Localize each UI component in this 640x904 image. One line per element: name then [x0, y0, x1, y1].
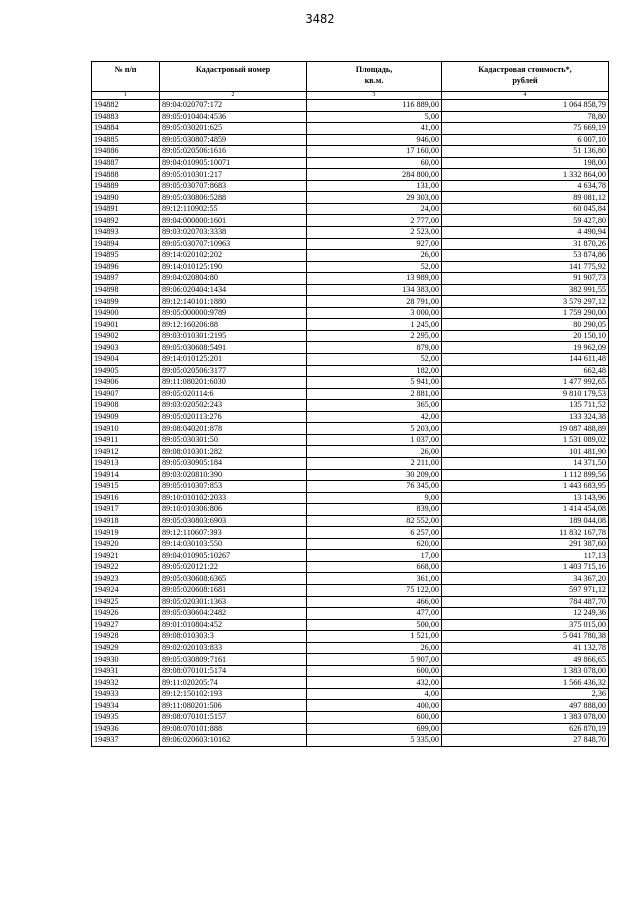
area-cell: 116 889,00 [307, 100, 442, 112]
area-cell: 26,00 [307, 250, 442, 262]
table-row [92, 365, 609, 377]
area-cell: 839,00 [307, 504, 442, 516]
area-cell: 400,00 [307, 700, 442, 712]
row-number-cell: 194896 [92, 261, 160, 273]
table-body [92, 100, 609, 747]
row-number-cell: 194928 [92, 631, 160, 643]
table-row [92, 261, 609, 273]
cadastral-number-cell: 89:06:020603:10162 [160, 735, 307, 747]
area-cell: 41,00 [307, 123, 442, 135]
cadastral-value-cell: 20 150,10 [442, 330, 609, 342]
row-number-cell: 194924 [92, 584, 160, 596]
cadastral-value-cell: 497 888,00 [442, 700, 609, 712]
cadastral-number-cell: 89:05:030604:2482 [160, 608, 307, 620]
area-cell: 134 383,00 [307, 284, 442, 296]
area-cell: 365,00 [307, 400, 442, 412]
table-row [92, 481, 609, 493]
cadastral-value-cell: 1 477 992,65 [442, 377, 609, 389]
table-row [92, 550, 609, 562]
row-number-cell: 194933 [92, 688, 160, 700]
area-cell: 879,00 [307, 342, 442, 354]
area-cell: 500,00 [307, 619, 442, 631]
cadastral-value-cell: 2,36 [442, 688, 609, 700]
area-cell: 5 335,00 [307, 735, 442, 747]
cadastral-value-cell: 91 907,73 [442, 273, 609, 285]
row-number-cell: 194895 [92, 250, 160, 262]
table-row [92, 492, 609, 504]
table-row [92, 711, 609, 723]
row-number-cell: 194899 [92, 296, 160, 308]
table-row [92, 123, 609, 135]
table-header [92, 62, 609, 100]
row-number-cell: 194935 [92, 711, 160, 723]
cadastral-number-cell: 89:05:030803:6903 [160, 515, 307, 527]
cadastral-value-cell: 80 290,05 [442, 319, 609, 331]
cadastral-value-cell: 14 371,50 [442, 457, 609, 469]
cadastral-value-cell: 101 481,90 [442, 446, 609, 458]
area-cell: 668,00 [307, 561, 442, 573]
cadastral-value-cell: 1 332 864,00 [442, 169, 609, 181]
cadastral-value-cell: 1 064 858,79 [442, 100, 609, 112]
table-row [92, 561, 609, 573]
cadastral-number-cell: 89:08:040201:878 [160, 423, 307, 435]
row-number-cell: 194892 [92, 215, 160, 227]
area-cell: 6 257,00 [307, 527, 442, 539]
area-cell: 620,00 [307, 538, 442, 550]
row-number-cell: 194894 [92, 238, 160, 250]
cadastral-value-cell: 662,48 [442, 365, 609, 377]
table-row [92, 423, 609, 435]
cadastral-number-cell: 89:05:030707:10963 [160, 238, 307, 250]
row-number-cell: 194913 [92, 457, 160, 469]
cadastral-number-cell: 89:02:020103:833 [160, 642, 307, 654]
cadastral-number-cell: 89:04:000000:1601 [160, 215, 307, 227]
row-number-cell: 194893 [92, 227, 160, 239]
table-row [92, 596, 609, 608]
cadastral-value-cell: 89 081,12 [442, 192, 609, 204]
table-row [92, 400, 609, 412]
cadastral-value-cell: 375 015,00 [442, 619, 609, 631]
area-cell: 466,00 [307, 596, 442, 608]
cadastral-number-cell: 89:05:030608:5491 [160, 342, 307, 354]
cadastral-number-cell: 89:14:020102:202 [160, 250, 307, 262]
area-cell: 927,00 [307, 238, 442, 250]
table-row [92, 273, 609, 285]
area-cell: 28 791,00 [307, 296, 442, 308]
table-row [92, 642, 609, 654]
cadastral-value-cell: 1 759 290,00 [442, 307, 609, 319]
cadastral-number-cell: 89:12:110607:393 [160, 527, 307, 539]
cadastral-number-cell: 89:08:070101:888 [160, 723, 307, 735]
table-row [92, 538, 609, 550]
table-row [92, 457, 609, 469]
area-cell: 432,00 [307, 677, 442, 689]
table-row [92, 665, 609, 677]
area-cell: 131,00 [307, 180, 442, 192]
row-number-cell: 194901 [92, 319, 160, 331]
row-number-cell: 194915 [92, 481, 160, 493]
area-cell: 42,00 [307, 411, 442, 423]
cadastral-number-cell: 89:10:010102:2033 [160, 492, 307, 504]
cadastral-number-cell: 89:05:020113:276 [160, 411, 307, 423]
row-number-cell: 194888 [92, 169, 160, 181]
area-cell: 600,00 [307, 665, 442, 677]
cadastral-value-cell: 51 136,80 [442, 146, 609, 158]
row-number-cell: 194897 [92, 273, 160, 285]
row-number-cell: 194910 [92, 423, 160, 435]
area-cell: 1 245,00 [307, 319, 442, 331]
table-row [92, 169, 609, 181]
cadastral-number-cell: 89:14:030103:550 [160, 538, 307, 550]
table-row [92, 688, 609, 700]
area-cell: 2 523,00 [307, 227, 442, 239]
row-number-cell: 194898 [92, 284, 160, 296]
cadastral-number-cell: 89:08:010301:282 [160, 446, 307, 458]
cadastral-number-cell: 89:03:020810:390 [160, 469, 307, 481]
row-number-cell: 194914 [92, 469, 160, 481]
cadastral-value-cell: 1 112 899,56 [442, 469, 609, 481]
row-number-cell: 194930 [92, 654, 160, 666]
cadastral-value-cell: 11 832 167,78 [442, 527, 609, 539]
area-cell: 5 203,00 [307, 423, 442, 435]
area-cell: 600,00 [307, 711, 442, 723]
cadastral-value-cell: 12 249,36 [442, 608, 609, 620]
cadastral-value-cell: 133 324,38 [442, 411, 609, 423]
cadastral-value-cell: 382 991,55 [442, 284, 609, 296]
column-number-1: 1 [92, 92, 160, 100]
cadastral-number-cell: 89:05:030809:7161 [160, 654, 307, 666]
row-number-cell: 194908 [92, 400, 160, 412]
area-cell: 26,00 [307, 446, 442, 458]
cadastral-number-cell: 89:14:010125:190 [160, 261, 307, 273]
row-number-cell: 194889 [92, 180, 160, 192]
area-cell: 946,00 [307, 134, 442, 146]
table-row [92, 227, 609, 239]
cadastral-number-cell: 89:05:030608:6365 [160, 573, 307, 585]
area-cell: 3 000,00 [307, 307, 442, 319]
row-number-cell: 194906 [92, 377, 160, 389]
header-cadastral-value-label: Кадастровая стоимость*, рублей [478, 65, 572, 85]
row-number-cell: 194926 [92, 608, 160, 620]
row-number-cell: 194907 [92, 388, 160, 400]
cadastral-value-cell: 4 490,94 [442, 227, 609, 239]
cadastral-number-cell: 89:05:010301:217 [160, 169, 307, 181]
cadastral-number-cell: 89:12:140101:1880 [160, 296, 307, 308]
table-row [92, 677, 609, 689]
column-number-4: 4 [442, 92, 609, 100]
cadastral-value-cell: 1 403 715,16 [442, 561, 609, 573]
column-number-3: 3 [307, 92, 442, 100]
row-number-cell: 194900 [92, 307, 160, 319]
area-cell: 182,00 [307, 365, 442, 377]
area-cell: 361,00 [307, 573, 442, 585]
cadastral-number-cell: 89:05:020608:1681 [160, 584, 307, 596]
cadastral-value-cell: 31 870,26 [442, 238, 609, 250]
table-row [92, 111, 609, 123]
cadastral-number-cell: 89:05:020121:22 [160, 561, 307, 573]
row-number-cell: 194919 [92, 527, 160, 539]
cadastral-value-cell: 59 427,80 [442, 215, 609, 227]
cadastral-value-cell: 144 611,48 [442, 354, 609, 366]
table-row [92, 296, 609, 308]
cadastral-value-cell: 9 810 179,53 [442, 388, 609, 400]
cadastral-number-cell: 89:11:020205:74 [160, 677, 307, 689]
area-cell: 5 941,00 [307, 377, 442, 389]
header-cadastral-number: Кадастровый номер [160, 62, 307, 92]
table-row [92, 203, 609, 215]
cadastral-number-cell: 89:05:010404:4536 [160, 111, 307, 123]
table-row [92, 735, 609, 747]
table-row [92, 342, 609, 354]
row-number-cell: 194917 [92, 504, 160, 516]
row-number-cell: 194903 [92, 342, 160, 354]
cadastral-value-cell: 198,00 [442, 157, 609, 169]
area-cell: 24,00 [307, 203, 442, 215]
cadastral-number-cell: 89:05:020301:1363 [160, 596, 307, 608]
cadastral-number-cell: 89:05:030806:5288 [160, 192, 307, 204]
cadastral-value-cell: 53 874,86 [442, 250, 609, 262]
table-row [92, 504, 609, 516]
cadastral-value-cell: 41 132,78 [442, 642, 609, 654]
cadastral-number-cell: 89:03:020502:243 [160, 400, 307, 412]
cadastral-value-cell: 1 383 078,00 [442, 665, 609, 677]
area-cell: 5 907,00 [307, 654, 442, 666]
cadastral-number-cell: 89:05:000000:9789 [160, 307, 307, 319]
row-number-cell: 194927 [92, 619, 160, 631]
cadastral-number-cell: 89:05:030201:625 [160, 123, 307, 135]
table-row [92, 215, 609, 227]
cadastral-value-cell: 141 775,92 [442, 261, 609, 273]
table-row [92, 307, 609, 319]
cadastral-number-cell: 89:05:030905:184 [160, 457, 307, 469]
area-cell: 2 777,00 [307, 215, 442, 227]
cadastral-number-cell: 89:08:070101:5157 [160, 711, 307, 723]
table-row [92, 180, 609, 192]
area-cell: 75 122,00 [307, 584, 442, 596]
cadastral-value-cell: 5 041 780,38 [442, 631, 609, 643]
header-area-label: Площадь, кв.м. [355, 65, 393, 85]
row-number-cell: 194911 [92, 434, 160, 446]
cadastral-number-cell: 89:11:080201:506 [160, 700, 307, 712]
table-row [92, 388, 609, 400]
table-row [92, 608, 609, 620]
row-number-cell: 194922 [92, 561, 160, 573]
table-row [92, 238, 609, 250]
table-row [92, 446, 609, 458]
row-number-cell: 194929 [92, 642, 160, 654]
cadastral-value-cell: 27 848,70 [442, 735, 609, 747]
cadastral-number-cell: 89:10:010306:806 [160, 504, 307, 516]
area-cell: 9,00 [307, 492, 442, 504]
row-number-cell: 194886 [92, 146, 160, 158]
cadastral-number-cell: 89:12:110902:55 [160, 203, 307, 215]
table-row [92, 157, 609, 169]
cadastral-value-cell: 1 566 436,32 [442, 677, 609, 689]
table-row [92, 146, 609, 158]
area-cell: 2 295,00 [307, 330, 442, 342]
column-number-row [92, 92, 609, 100]
header-row-number: № п/п [92, 62, 160, 92]
cadastral-value-cell: 49 866,65 [442, 654, 609, 666]
cadastral-number-cell: 89:04:010905:10071 [160, 157, 307, 169]
cadastral-value-cell: 4 634,78 [442, 180, 609, 192]
area-cell: 26,00 [307, 642, 442, 654]
cadastral-value-cell: 19 087 488,89 [442, 423, 609, 435]
table-row [92, 319, 609, 331]
row-number-cell: 194925 [92, 596, 160, 608]
row-number-cell: 194904 [92, 354, 160, 366]
cadastral-number-cell: 89:11:080201:6030 [160, 377, 307, 389]
header-row [92, 62, 609, 92]
area-cell: 1 521,00 [307, 631, 442, 643]
table-row [92, 700, 609, 712]
table-row [92, 330, 609, 342]
row-number-cell: 194936 [92, 723, 160, 735]
table-row [92, 354, 609, 366]
cadastral-number-cell: 89:08:010303:3 [160, 631, 307, 643]
cadastral-number-cell: 89:05:030707:8683 [160, 180, 307, 192]
cadastral-number-cell: 89:05:010307:853 [160, 481, 307, 493]
cadastral-number-cell: 89:14:010125:201 [160, 354, 307, 366]
cadastral-number-cell: 89:12:160206:88 [160, 319, 307, 331]
area-cell: 699,00 [307, 723, 442, 735]
cadastral-value-cell: 78,80 [442, 111, 609, 123]
cadastral-number-cell: 89:05:030807:4859 [160, 134, 307, 146]
row-number-cell: 194882 [92, 100, 160, 112]
row-number-cell: 194905 [92, 365, 160, 377]
row-number-cell: 194887 [92, 157, 160, 169]
cadastral-number-cell: 89:03:020703:3338 [160, 227, 307, 239]
cadastral-number-cell: 89:04:010905:10267 [160, 550, 307, 562]
cadastral-number-cell: 89:05:020506:1616 [160, 146, 307, 158]
cadastral-value-cell: 626 870,19 [442, 723, 609, 735]
table-row [92, 284, 609, 296]
cadastral-value-cell: 60 045,84 [442, 203, 609, 215]
area-cell: 284 800,00 [307, 169, 442, 181]
table-row [92, 515, 609, 527]
area-cell: 17 160,00 [307, 146, 442, 158]
cadastral-value-cell: 1 443 683,95 [442, 481, 609, 493]
cadastral-value-cell: 597 971,12 [442, 584, 609, 596]
cadastral-value-cell: 1 531 089,02 [442, 434, 609, 446]
row-number-cell: 194931 [92, 665, 160, 677]
row-number-cell: 194883 [92, 111, 160, 123]
table-row [92, 584, 609, 596]
cadastral-number-cell: 89:06:020404:1434 [160, 284, 307, 296]
table-row [92, 100, 609, 112]
cadastral-value-cell: 6 007,10 [442, 134, 609, 146]
cadastral-value-cell: 75 669,19 [442, 123, 609, 135]
cadastral-value-cell: 3 579 297,12 [442, 296, 609, 308]
area-cell: 52,00 [307, 354, 442, 366]
area-cell: 17,00 [307, 550, 442, 562]
row-number-cell: 194890 [92, 192, 160, 204]
table-row [92, 469, 609, 481]
row-number-cell: 194921 [92, 550, 160, 562]
row-number-cell: 194932 [92, 677, 160, 689]
cadastral-number-cell: 89:05:020114:6 [160, 388, 307, 400]
cadastral-value-cell: 34 367,20 [442, 573, 609, 585]
header-area [307, 62, 442, 92]
area-cell: 1 037,00 [307, 434, 442, 446]
row-number-cell: 194916 [92, 492, 160, 504]
cadastral-value-cell: 1 383 078,00 [442, 711, 609, 723]
table-row [92, 411, 609, 423]
row-number-cell: 194884 [92, 123, 160, 135]
cadastral-value-cell: 291 387,60 [442, 538, 609, 550]
table-row [92, 619, 609, 631]
row-number-cell: 194909 [92, 411, 160, 423]
cadastral-value-cell: 135 711,52 [442, 400, 609, 412]
cadastral-number-cell: 89:12:150102:193 [160, 688, 307, 700]
row-number-cell: 194885 [92, 134, 160, 146]
area-cell: 2 881,00 [307, 388, 442, 400]
cadastre-table [91, 61, 609, 747]
area-cell: 4,00 [307, 688, 442, 700]
area-cell: 82 552,00 [307, 515, 442, 527]
row-number-cell: 194902 [92, 330, 160, 342]
area-cell: 52,00 [307, 261, 442, 273]
table-row [92, 573, 609, 585]
area-cell: 30 209,00 [307, 469, 442, 481]
table-row [92, 527, 609, 539]
table-row [92, 631, 609, 643]
row-number-cell: 194920 [92, 538, 160, 550]
header-cadastral-value [442, 62, 609, 92]
table-row [92, 723, 609, 735]
cadastral-value-cell: 1 414 454,08 [442, 504, 609, 516]
row-number-cell: 194912 [92, 446, 160, 458]
cadastral-value-cell: 117,13 [442, 550, 609, 562]
cadastral-number-cell: 89:08:070101:5174 [160, 665, 307, 677]
cadastral-number-cell: 89:05:030301:50 [160, 434, 307, 446]
area-cell: 29 303,00 [307, 192, 442, 204]
cadastral-number-cell: 89:03:010301:2195 [160, 330, 307, 342]
cadastral-number-cell: 89:04:020707:172 [160, 100, 307, 112]
table-row [92, 134, 609, 146]
area-cell: 5,00 [307, 111, 442, 123]
area-cell: 13 989,00 [307, 273, 442, 285]
cadastral-number-cell: 89:01:010804:452 [160, 619, 307, 631]
area-cell: 60,00 [307, 157, 442, 169]
cadastral-number-cell: 89:05:020506:3177 [160, 365, 307, 377]
column-number-2: 2 [160, 92, 307, 100]
cadastral-value-cell: 784 487,70 [442, 596, 609, 608]
page-number: 3482 [305, 12, 335, 26]
row-number-cell: 194937 [92, 735, 160, 747]
cadastral-value-cell: 189 044,08 [442, 515, 609, 527]
table-row [92, 250, 609, 262]
cadastral-value-cell: 13 143,96 [442, 492, 609, 504]
area-cell: 76 345,00 [307, 481, 442, 493]
area-cell: 2 211,00 [307, 457, 442, 469]
row-number-cell: 194918 [92, 515, 160, 527]
row-number-cell: 194934 [92, 700, 160, 712]
cadastral-value-cell: 19 962,09 [442, 342, 609, 354]
table-row [92, 654, 609, 666]
table-row [92, 377, 609, 389]
cadastral-number-cell: 89:04:020804:80 [160, 273, 307, 285]
row-number-cell: 194891 [92, 203, 160, 215]
area-cell: 477,00 [307, 608, 442, 620]
row-number-cell: 194923 [92, 573, 160, 585]
table-row [92, 192, 609, 204]
table-row [92, 434, 609, 446]
